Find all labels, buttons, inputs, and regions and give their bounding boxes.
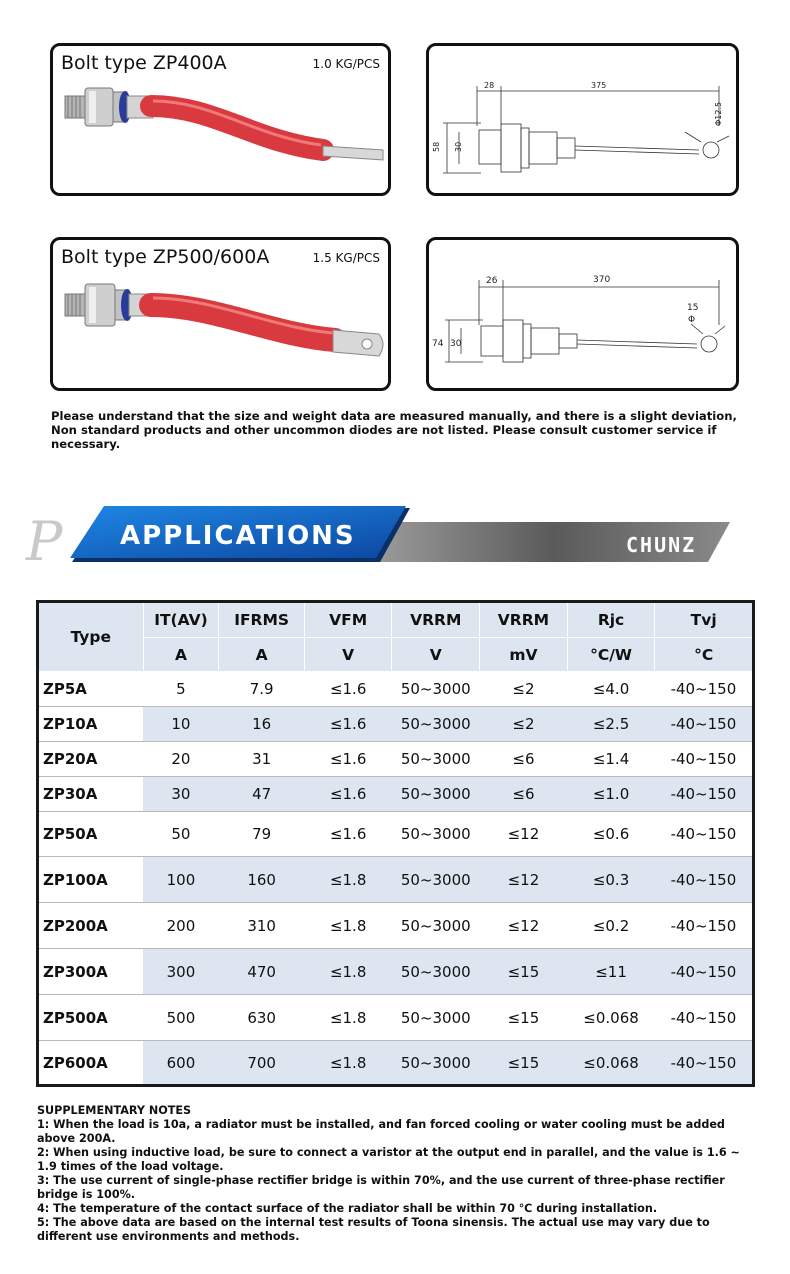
cell: ≤1.6	[304, 672, 391, 707]
specifications-table	[36, 600, 755, 1087]
cell: ≤1.8	[304, 995, 391, 1041]
dimension-drawing-card-1	[426, 43, 739, 196]
cell: ≤4.0	[567, 672, 655, 707]
dim-a: 28	[484, 81, 495, 90]
dimension-drawing-1	[429, 46, 739, 196]
table-row	[38, 1041, 754, 1086]
cell: 600	[143, 1041, 219, 1086]
cell-type: ZP500A	[38, 995, 144, 1041]
cell: ≤15	[480, 995, 568, 1041]
cell: 50~3000	[392, 742, 480, 777]
cell: 50~3000	[392, 903, 480, 949]
cell: -40~150	[655, 812, 754, 857]
cell: 470	[219, 949, 305, 995]
note-item: 2: When using inductive load, be sure to connect a varistor at the output end in parallel, and the value is 1.6 ~ 1.9 times of the load voltage.	[37, 1146, 740, 1173]
cell: 200	[143, 903, 219, 949]
cell-type: ZP100A	[38, 857, 144, 903]
cell: 50~3000	[392, 707, 480, 742]
notice-line-2: Non standard products and other uncommon diodes are not listed. Please consult customer service if necessary.	[51, 423, 717, 451]
unit-header: A	[219, 638, 305, 672]
dim-a: 26	[486, 276, 498, 286]
cell: 50~3000	[392, 812, 480, 857]
cell: -40~150	[655, 742, 754, 777]
cell: 100	[143, 857, 219, 903]
cell: ≤2	[480, 707, 568, 742]
applications-title: APPLICATIONS	[120, 521, 356, 551]
cell: 30	[143, 777, 219, 812]
cell: ≤1.0	[567, 777, 655, 812]
table-row	[38, 949, 754, 995]
dim-c: 58	[432, 141, 441, 152]
cell-type: ZP5A	[38, 672, 144, 707]
cell: -40~150	[655, 672, 754, 707]
cell: 50~3000	[392, 777, 480, 812]
col-header: Tvj	[655, 602, 754, 638]
cell: ≤2	[480, 672, 568, 707]
cell: 500	[143, 995, 219, 1041]
cell: ≤6	[480, 777, 568, 812]
measurement-notice	[51, 409, 771, 451]
table-row	[38, 777, 754, 812]
cell: ≤1.8	[304, 949, 391, 995]
cell: 20	[143, 742, 219, 777]
cell: 16	[219, 707, 305, 742]
col-header: IFRMS	[219, 602, 305, 638]
cell: -40~150	[655, 949, 754, 995]
cell: 7.9	[219, 672, 305, 707]
cell: ≤1.6	[304, 777, 391, 812]
table-row	[38, 812, 754, 857]
dimension-drawing-2	[429, 240, 739, 391]
cell-type: ZP300A	[38, 949, 144, 995]
cell: ≤1.6	[304, 707, 391, 742]
cell: 630	[219, 995, 305, 1041]
product-title: Bolt type ZP400A	[61, 52, 227, 74]
col-header: VRRM	[392, 602, 480, 638]
dim-e: Φ12.5	[714, 101, 723, 126]
unit-header: A	[143, 638, 219, 672]
product-photo-card-2	[50, 237, 391, 391]
dim-f: Φ	[688, 315, 696, 325]
cell-type: ZP50A	[38, 812, 144, 857]
dim-d: 30	[454, 141, 463, 152]
cell: ≤0.6	[567, 812, 655, 857]
table-row	[38, 857, 754, 903]
table-row	[38, 707, 754, 742]
cell: ≤1.6	[304, 742, 391, 777]
cell: 10	[143, 707, 219, 742]
type-column-header: Type	[38, 602, 144, 672]
cell: 310	[219, 903, 305, 949]
product-title: Bolt type ZP500/600A	[61, 246, 270, 268]
cell: 50	[143, 812, 219, 857]
unit-header: V	[392, 638, 480, 672]
table-row	[38, 995, 754, 1041]
cell-type: ZP20A	[38, 742, 144, 777]
cell: ≤12	[480, 857, 568, 903]
product-weight: 1.5 KG/PCS	[312, 251, 380, 265]
cell: ≤0.068	[567, 1041, 655, 1086]
cell: -40~150	[655, 777, 754, 812]
cell: ≤1.8	[304, 857, 391, 903]
col-header: IT(AV)	[143, 602, 219, 638]
table-row	[38, 672, 754, 707]
cell: 160	[219, 857, 305, 903]
cell: -40~150	[655, 1041, 754, 1086]
cell: -40~150	[655, 707, 754, 742]
cell: ≤0.068	[567, 995, 655, 1041]
cell: 50~3000	[392, 672, 480, 707]
note-item: 3: The use current of single-phase rectifier bridge is within 70%, and the use current of three-phase rectifier bridge is 100%.	[37, 1174, 725, 1201]
supplementary-notes	[37, 1104, 757, 1244]
cell: -40~150	[655, 995, 754, 1041]
cell: 700	[219, 1041, 305, 1086]
cell-type: ZP30A	[38, 777, 144, 812]
brand-logo-text: CHUNZ	[626, 533, 697, 557]
note-item: 5: The above data are based on the internal test results of Toona sinensis. The actual use may vary due to different use environments and methods.	[37, 1216, 710, 1243]
cell: ≤1.8	[304, 1041, 391, 1086]
cell: 79	[219, 812, 305, 857]
dim-c: 74	[432, 339, 444, 349]
col-header: VRRM	[480, 602, 568, 638]
cell: 31	[219, 742, 305, 777]
col-header: Rjc	[567, 602, 655, 638]
cell-type: ZP600A	[38, 1041, 144, 1086]
cell: 50~3000	[392, 949, 480, 995]
cell: ≤6	[480, 742, 568, 777]
cell: 50~3000	[392, 857, 480, 903]
product-photo-card-1	[50, 43, 391, 196]
product-weight: 1.0 KG/PCS	[312, 57, 380, 71]
cell: ≤0.3	[567, 857, 655, 903]
cell: ≤2.5	[567, 707, 655, 742]
dim-d: 30	[450, 339, 462, 349]
cell: ≤12	[480, 903, 568, 949]
cell-type: ZP10A	[38, 707, 144, 742]
cell: 300	[143, 949, 219, 995]
dim-b: 370	[593, 275, 611, 285]
cell: 47	[219, 777, 305, 812]
cell: 5	[143, 672, 219, 707]
cell: 50~3000	[392, 995, 480, 1041]
note-item: 1: When the load is 10a, a radiator must be installed, and fan forced cooling or water cooling must be added above 200A.	[37, 1118, 725, 1145]
table-row	[38, 742, 754, 777]
table-row	[38, 903, 754, 949]
note-item: 4: The temperature of the contact surface of the radiator shall be within 70 ℃ during installation.	[37, 1202, 658, 1215]
cell: -40~150	[655, 903, 754, 949]
dim-b: 375	[591, 81, 607, 90]
decorative-initial: P	[26, 510, 63, 570]
cell: ≤15	[480, 1041, 568, 1086]
cell: ≤1.4	[567, 742, 655, 777]
dimension-drawing-card-2	[426, 237, 739, 391]
notes-heading: SUPPLEMENTARY NOTES	[37, 1104, 192, 1117]
unit-header: °C	[655, 638, 754, 672]
notice-line-1: Please understand that the size and weight data are measured manually, and there is a slight deviation,	[51, 409, 737, 423]
cell-type: ZP200A	[38, 903, 144, 949]
cell: ≤1.6	[304, 812, 391, 857]
unit-header: mV	[480, 638, 568, 672]
dim-e: 15	[687, 303, 699, 313]
cell: ≤12	[480, 812, 568, 857]
cell: ≤1.8	[304, 903, 391, 949]
unit-header: °C/W	[567, 638, 655, 672]
cell: 50~3000	[392, 1041, 480, 1086]
col-header: VFM	[304, 602, 391, 638]
cell: ≤11	[567, 949, 655, 995]
unit-header: V	[304, 638, 391, 672]
cell: ≤15	[480, 949, 568, 995]
cell: ≤0.2	[567, 903, 655, 949]
cell: -40~150	[655, 857, 754, 903]
